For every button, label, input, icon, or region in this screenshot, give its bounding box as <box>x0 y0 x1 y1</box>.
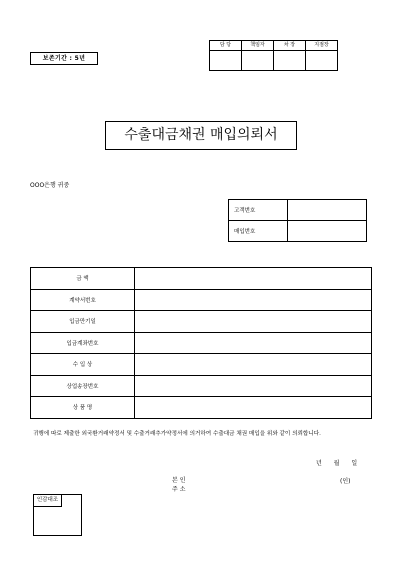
form-row <box>31 354 372 376</box>
contract-number-field[interactable] <box>135 289 372 311</box>
approval-sign-manager[interactable] <box>242 51 274 71</box>
seal-check-label: 인감대조 <box>34 495 62 507</box>
customer-number-label: 고객번호 <box>229 200 288 221</box>
amount-field[interactable] <box>135 268 372 290</box>
importer-field[interactable] <box>135 354 372 376</box>
commercial-invoice-number-field[interactable] <box>135 375 372 397</box>
product-name-field[interactable] <box>135 397 372 419</box>
payment-due-date-field[interactable] <box>135 311 372 333</box>
approval-header-branch-head: 지점장 <box>306 41 338 51</box>
seal-mark: (인) <box>340 478 351 485</box>
purchase-number-label: 매입번호 <box>229 221 288 242</box>
contract-number-label: 계약서번호 <box>31 289 135 311</box>
approval-header-staff: 담 당 <box>210 41 242 51</box>
customer-number-field[interactable] <box>288 200 367 221</box>
payment-due-date-label: 입금만기일 <box>31 311 135 333</box>
customer-number-box <box>228 199 367 242</box>
document-title: 수출대금채권 매입의뢰서 <box>105 121 297 150</box>
amount-label: 금 액 <box>31 268 135 290</box>
form-row <box>31 375 372 397</box>
approval-sign-deputy[interactable] <box>274 51 306 71</box>
principal-label: 본 인 <box>172 477 186 484</box>
product-name-label: 상 품 명 <box>31 397 135 419</box>
importer-label: 수 입 상 <box>31 354 135 376</box>
form-row <box>31 311 372 333</box>
seal-check-box[interactable] <box>33 494 82 536</box>
deposit-account-field[interactable] <box>135 332 372 354</box>
retention-period-label: 보존기간 : 5년 <box>30 52 98 65</box>
deposit-account-label: 입금계좌번호 <box>31 332 135 354</box>
purchase-number-field[interactable] <box>288 221 367 242</box>
addressee: OOO은행 귀중 <box>30 182 70 189</box>
signer-block <box>172 476 186 494</box>
form-row <box>31 289 372 311</box>
purchase-request-form-table <box>30 267 372 419</box>
commercial-invoice-number-label: 상업송장번호 <box>31 375 135 397</box>
address-label: 주 소 <box>172 486 186 493</box>
approval-sign-staff[interactable] <box>210 51 242 71</box>
form-row <box>31 397 372 419</box>
approval-sign-branch-head[interactable] <box>306 51 338 71</box>
approval-header-deputy: 차 장 <box>274 41 306 51</box>
request-statement: 귀행에 따로 제출한 외국환거래약정서 및 수출거래추가약정서에 의거하여 수출대금 채권 매입을 위와 같이 의뢰합니다. <box>33 431 321 437</box>
form-row <box>31 332 372 354</box>
approval-header-manager: 책임자 <box>242 41 274 51</box>
form-row <box>31 268 372 290</box>
approval-signature-table <box>209 40 338 71</box>
date-line: 년 월 일 <box>316 460 358 467</box>
